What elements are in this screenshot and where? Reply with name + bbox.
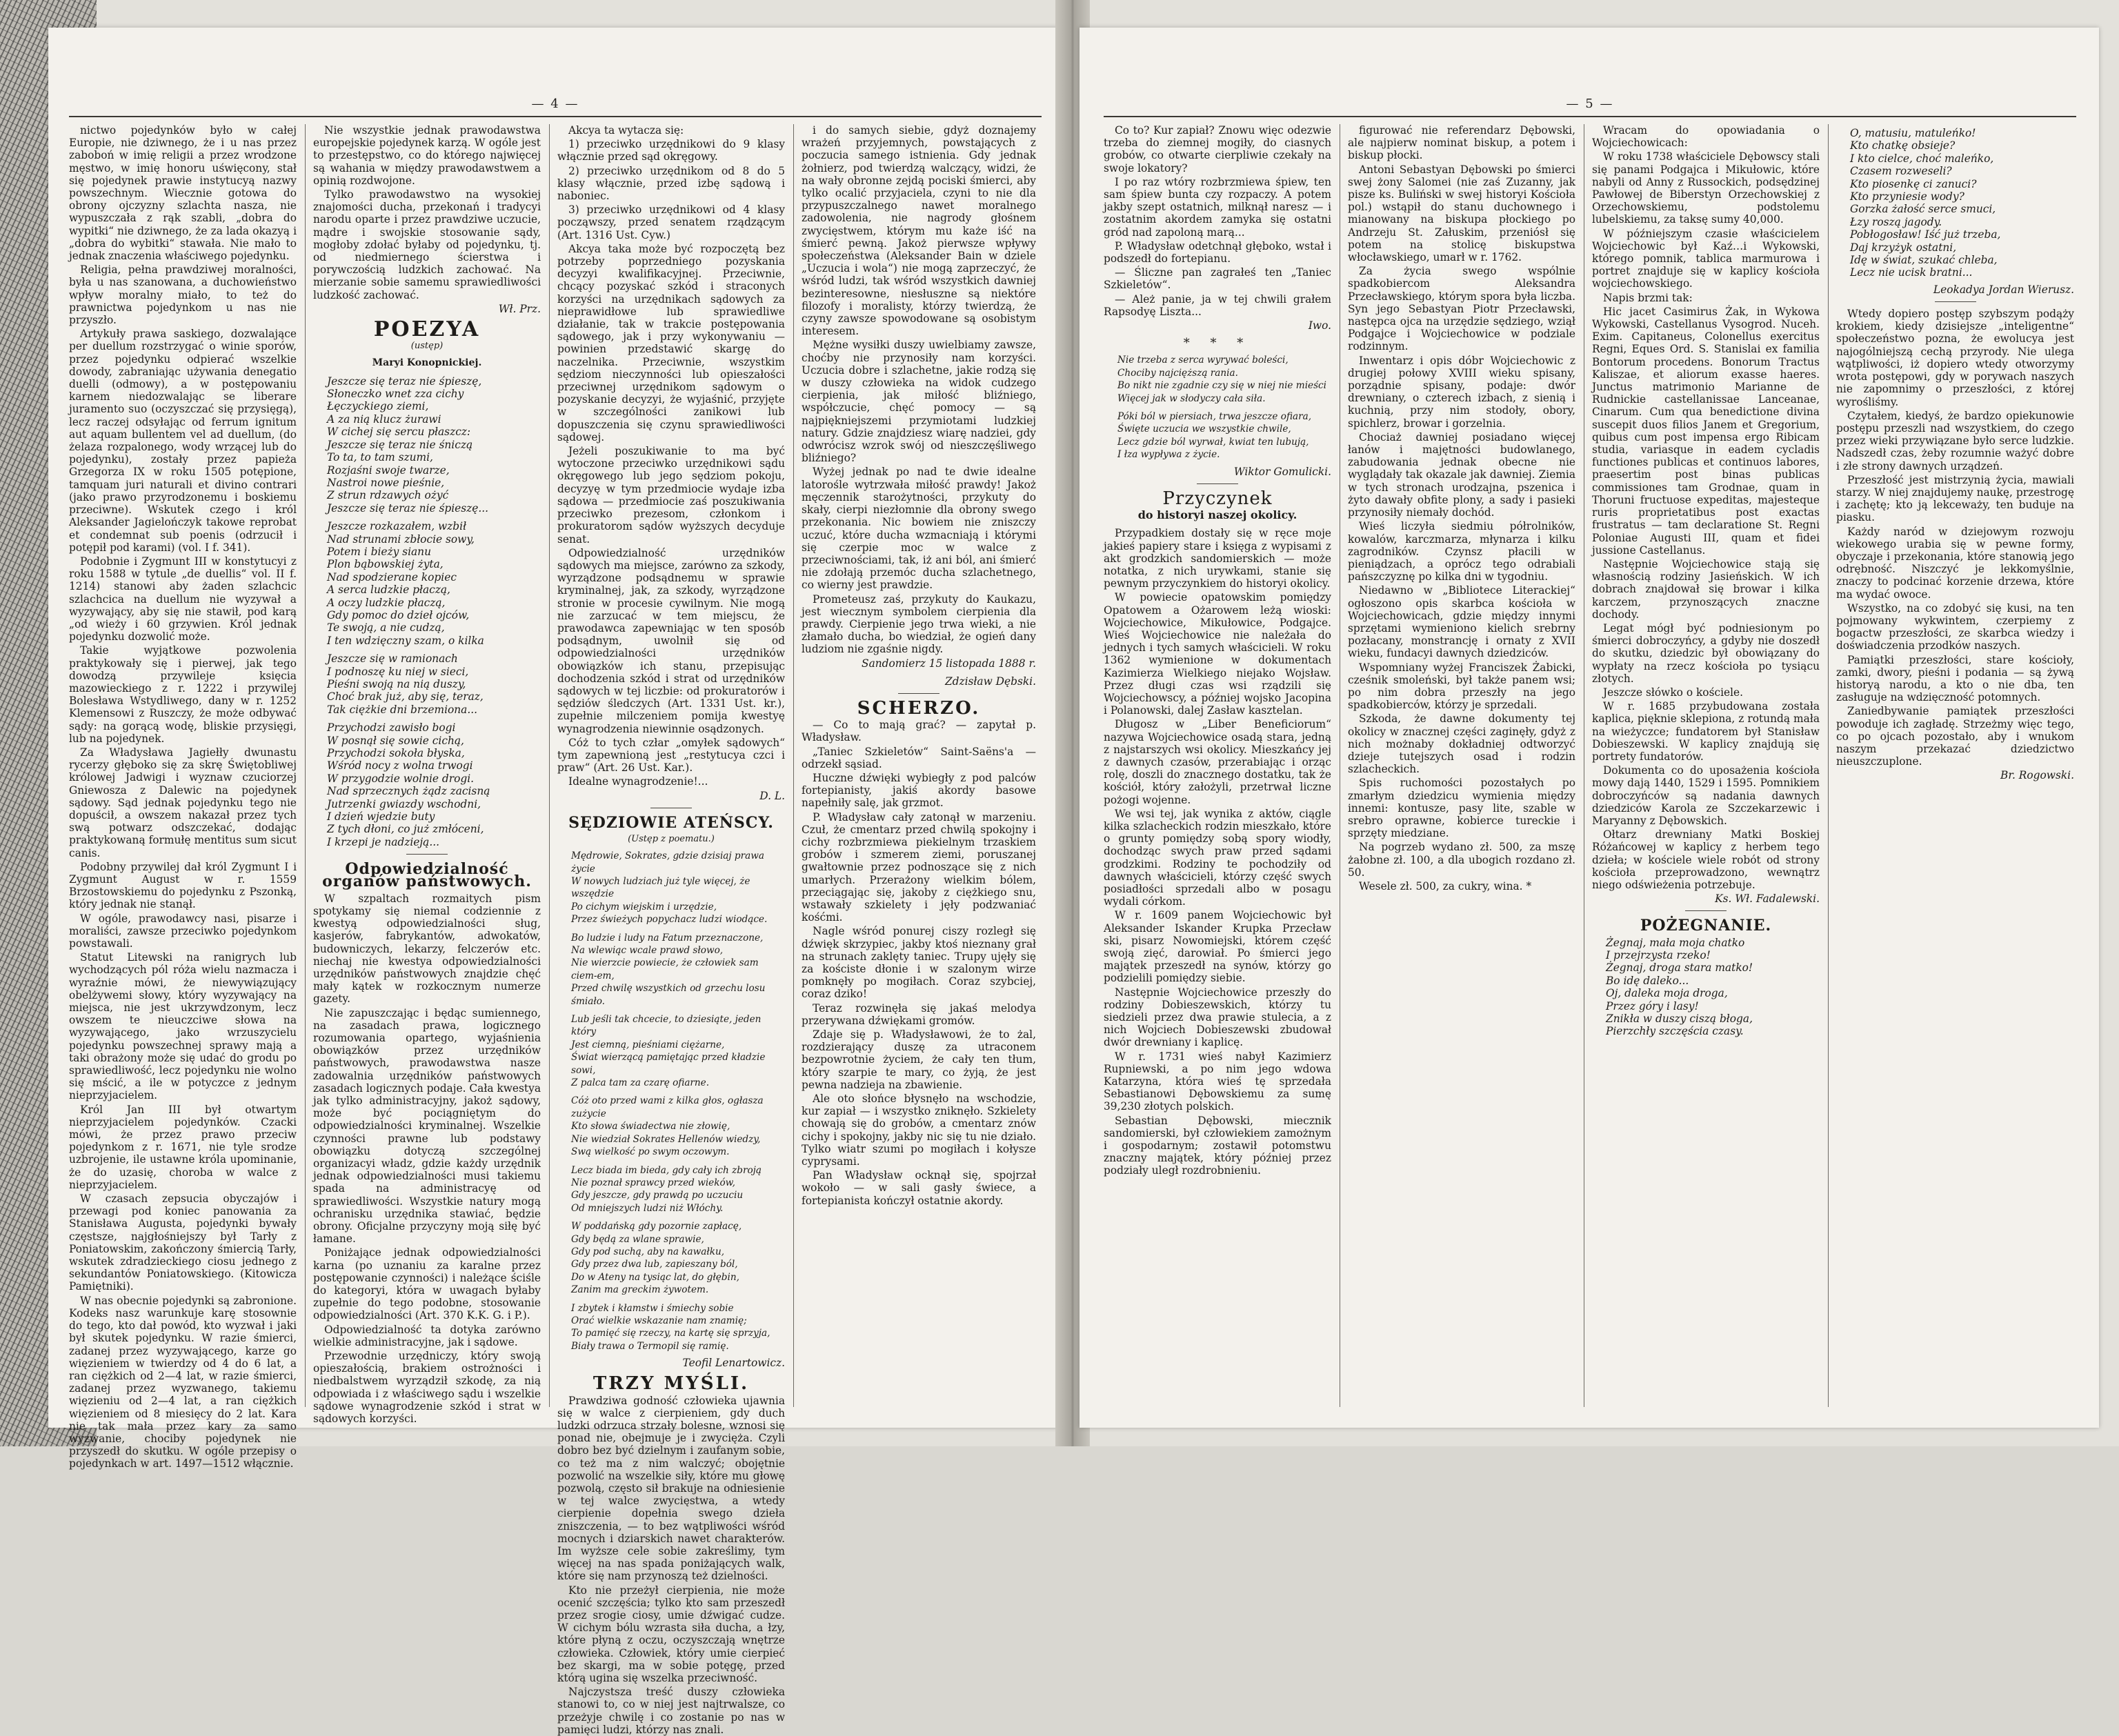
poem-line: Kto słowa świadectwa nie złowię, — [571, 1121, 730, 1133]
poem-line: W cichej się sercu płaszcz: — [327, 426, 471, 439]
poem-line: Lecz gdzie ból wyrwał, kwiat ten lubują, — [1117, 436, 1309, 448]
paragraph: Niedawno w „Bibliotece Literackiej“ ogłoszono opis skarbca kościoła w Wojciechowicach, gdzie między innymi sprzętami wymieniono kielich srebrny pozłacany, monstrancję i ornaty z XVII wieku, fundacyi dawnych dziedziców. — [1348, 584, 1575, 660]
poem-line: Te swoją, a nie cudzą, — [327, 621, 445, 635]
poem-line: Z strun rdzawych ożyć — [327, 489, 449, 502]
left-page — [48, 28, 1062, 1736]
poem-line: I zbytek i kłamstw i śmiechy sobie — [571, 1302, 734, 1314]
paragraph: Nagle wśród ponurej ciszy rozległ się dźwięk skrzypiec, jakby ktoś nieznany grał na strunach zaklęty taniec. Trupy ujęły się za kościste dłonie i w szalonym wirze pomknęły po mogiłach. Coraz szybciej, coraz dziko! — [802, 925, 1036, 1001]
right-col-3 — [1592, 124, 1820, 1407]
paragraph: figurować nie referendarz Dębowski, ale najpierw nominat biskup, a potem i biskup płocki. — [1348, 124, 1575, 162]
paragraph: P. Władysław odetchnął głęboko, wstał i podszedł do fortepianu. — [1104, 239, 1331, 266]
poem-subtitle: (Ustęp z poematu.) — [628, 833, 715, 844]
poem-line: Pieśni swoją na nią duszy, — [327, 678, 466, 690]
poem-line: Mędrowie, Sokrates, gdzie dzisiaj prawa życie — [571, 850, 764, 875]
left-col-1 — [69, 124, 297, 1470]
paragraph: — Śliczne pan zagrałeś ten „Taniec Szkieletów“. — [1104, 266, 1331, 292]
poem-line: Póki ból w piersiach, trwa jeszcze ofiara, — [1117, 411, 1312, 423]
poem-body — [1606, 937, 1820, 1038]
signature: Iwo. — [1308, 319, 1331, 332]
poem-line: Znikła w duszy ciszą błoga, — [1606, 1012, 1753, 1026]
paragraph: Inwentarz i opis dóbr Wojciechowic z drugiej połowy XVIII wieku spisany, porządnie spisany, podaje: dwór drewniany, o czterech izbach, z sienią i kuchnią, przy nim stodoły, obory, spichlerz, browar i gorzelnia. — [1348, 354, 1575, 430]
poem-line: To ta, to tam szumi, — [327, 451, 433, 464]
paragraph: Antoni Sebastyan Dębowski po śmierci swej żony Salomei (nie zaś Zuzanny, jak pisze ks. Buliński w swej historyi Kościoła pol.) wstąpił do stanu duchownego i mianowany na biskupa płockiego po Andrzeju St. Załuskim, przeniósł się potem na stolicę biskupstwa włocławskiego, umarł w r. 1762. — [1348, 163, 1575, 264]
poem-line: Do w Ateny na tysiąc lat, do głębin, — [571, 1271, 739, 1283]
right-col-2 — [1348, 124, 1575, 1407]
poem-line: Jeszcze się w ramionach — [327, 652, 458, 666]
divider — [1197, 483, 1238, 484]
poem-line: Nad spodzierane kopiec — [327, 570, 457, 583]
poem-line: W posnął się sowie cichą, — [327, 734, 464, 747]
signature: Ks. Wł. Fadalewski. — [1715, 892, 1820, 906]
poem-line: Orać wielkie wskazanie nam znamię; — [571, 1315, 747, 1326]
paragraph: Najczystsza treść duszy człowieka stanowi to, co w niej jest najtrwalsze, co przeżyje chwilę i co zostanie po nas w pamięci ludzi, którzy nas znali. — [557, 1686, 785, 1736]
stanza-break — [327, 716, 541, 721]
paragraph: Długosz w „Liber Beneficiorum“ nazywa Wojciechowice osadą stara, jedną z najstarszych wsi okolicy. Mieszkańcy jej z dawnych czasów, przerabiając i orząc rolę, doszli do znacznego dostatku, tak że kościół, który założyli, przetrwał liczne pożogi wojenne. — [1104, 718, 1331, 806]
poem-line: Tak ciężkie dni brzemiona... — [327, 703, 478, 716]
poem-line: Jeszcze się teraz nie śpieszę, — [327, 375, 482, 388]
paragraph: Prawdziwa godność człowieka ujawnia się w walce z cierpieniem, gdy duch ludzki odrzuca strzały bolesne, wznosi się ponad nie, obejmuje je i zwycięża. Czyli dobro bez być dzielnym i zaufanym sobie, co też ma z nim walczyć; obojętnie pozwolić na wszelkie siły, które mu głowę pozwolą, często sił brakuje na odniesienie w tej walce zwycięstwa, a wtedy cierpienie dopełnia swego dzieła zniszczenia, — to bez wątpliwości wśród mocnych i dziarskich nawet charakterów. Im wyższe cele sobie zakreślimy, tym więcej na nas spada poniżających walk, które się nam przynoszą też dzielności. — [557, 1394, 785, 1583]
signature-place: Sandomierz 15 listopada 1888 r. — [862, 657, 1036, 670]
stanza-break — [327, 515, 541, 520]
paragraph: Ołtarz drewniany Matki Boskiej Różańcowej w kaplicy z herbem tego dzieła; w kościele wiele robót od strony kościoła przeprowadzono, wewnątrz niego odświeżenia potrzebuje. — [1592, 828, 1820, 891]
poem-line: W nowych ludziach już tyle więcej, że wszędzie — [571, 875, 750, 900]
poem-line: Przychodzi sokoła błyska, — [327, 747, 465, 760]
paragraph: Cóż to tych człar „omyłek sądowych“ tym zapewnioną jest „restytucya czci i praw“ (Art. 26 Ust. Kar.). — [557, 736, 785, 775]
poem-line: Z palca tam za czarę ofiarne. — [571, 1077, 710, 1089]
poem-line: Lub jeśli tak chcecie, to dziesiąte, jeden który — [571, 1014, 762, 1038]
paragraph: Na pogrzeb wydano zł. 500, za mszę żałobne zł. 100, a dla ubogich rozdano zł. 50. — [1348, 841, 1575, 879]
stanza-break — [571, 1297, 785, 1302]
paragraph: Mężne wysiłki duszy uwielbiamy zawsze, choćby nie przynosiły nam korzyści. Uczucia dobre i szlachetne, jakie rodzą się w duszy człowieka na widok cudzego cierpienia, jak miłość bliźniego, współczucie, chęć pomocy — są najpiękniejszemi przymiotami ludzkiej natury. Gdzie znajdziesz wiarę nadziei, gdy odwrócisz wzrok swój od nieszczęśliwego bliźniego? — [802, 339, 1036, 465]
signature: Wł. Prz. — [498, 302, 541, 315]
paragraph: Hic jacet Casimirus Żak, in Wykowa Wykowski, Castellanus Vysogrod. Nuceh. Exim. Capitaneus, Colonellus exercitus Regni, Eques Ord. S. Stanislai ex familia Bontorum procedens. Bonorum Tractus Kaliszae, et aliorum exasse haeres. Junctus matrimonio Marianne de Rudnickie castellanissae Lanceanae, Cinarum. Cum qua benedictione divina suscepit duos filios Janem et Gregorium, quibus cum post impensa ergo Ribicam studia, variasque in eadem cycladis functiones publicas et continuos labores, praesertim post binas publicas commissiones tam Grodnae, quam in Thoruni fructuose expeditas, majesteque ruris proprietatibus post exactas frustratus — tam declaratione St. Regni Poloniae Augusti III, quam et fidei jussione Castellanus. — [1592, 305, 1820, 557]
page-number-left: — 4 — — [531, 97, 579, 111]
article-heading: Przyczynek — [1162, 488, 1273, 509]
paragraph: Za życia swego wspólnie spadkobiercom Aleksandra Przecławskiego, którym spora była liczba. Syn jego Sebastyan Piotr Przecławski, następca ojca na urzędzie sędziego, wziął Podgajce i Wojciechowice w podziale rodzinnym. — [1348, 265, 1575, 353]
header-rule-right — [1104, 116, 2076, 117]
poem-line: Nad sprzecznych żądz zacisną — [327, 785, 490, 798]
poem-body — [1850, 127, 2074, 279]
poem-line: Zanim ma greckim żywotem. — [571, 1284, 709, 1296]
left-col-3 — [557, 124, 785, 1736]
paragraph: Co to? Kur zapiał? Znowu więc odezwie trzeba do ziemnej mogiły, do ciasnych grobów, co otwarte cierpliwie czekały na swoje lokatory? — [1104, 124, 1331, 174]
left-col-4 — [802, 124, 1036, 1407]
poem-line: Pobłogosław! Iść już trzeba, — [1850, 228, 2001, 241]
poem-line: Święte uczucia we wszystkie chwile, — [1117, 423, 1291, 435]
poem-line: Potem i bieży sianu — [327, 545, 431, 558]
paragraph: Czytałem, kiedyś, że bardzo opiekunowie postępu przeszli nad wszystkiem, do czego przez wieki przywiązane było serce ludzkie. Nadszedł czas, żeby rozumnie ważyć dobre i złe strony dawnych urządzeń. — [1836, 409, 2074, 472]
poem-body — [571, 850, 785, 1353]
poem-line: O, matusiu, matuleńko! — [1850, 127, 1976, 139]
poem-author: Maryi Konopnickiej. — [372, 357, 482, 369]
poem-line: Po cichym wiejskim i urzędzie, — [571, 901, 717, 912]
paragraph: Za Władysława Jagiełły dwunastu rycerzy głęboko się za skrę Świętobliwej królowej Jadwigi i wyznaw czuciorzej Gniewosza z Dalewic na pojedynek sądowy. Sąd jednak pojedynku tego nie dopuścił, a owszem nakazał przez tych swą potwarz odszczekać, dodając praktykowaną formułę mentitus sum sicut canis. — [69, 746, 297, 859]
paragraph: Tylko prawodawstwo na wysokiej znajomości ducha, przekonań i tradycyi narodu oparte i przez prawdziwe uczucie, mądre i swojskie stosowanie sądy, mogłoby zdołać byłaby od pojedynku, tj. od niedmiernego ścierstwa i porywczością ludzkich zachować. Na mierzanie sobie samemu sprawiedliwości ludzkość zachować. — [313, 188, 541, 301]
paragraph: Artykuły prawa saskiego, dozwalające per duellum rozstrzygać o winie sporów, przez pojedynku odpierać wszelkie dowody, zabraniając używania denegatio duelli (odmowy), a w postępowaniu karnem niedozwalając se liberare juramento suo (oczyszczać się przysięgą), lecz raczej odsyłając od ferrum ignitum aut aquam bullentem vel ad duellum, (do żelaza rozpalonego, wody wrzącej lub do pojedynku), zostały przez papieża Grzegorza IX w roku 1505 potępione, tamquam juri naturali et divino contrari (jako prawo przyrodzonemu i boskiemu przeciwne). Wskutek czego i król Aleksander Jagielończyk takowe reprobat et condemnat sub poenis (odrzucił i potępił pod karami) (vol. I f. 341). — [69, 328, 297, 554]
paragraph: Podobny przywilej dał król Zygmunt I i Zygmunt August w r. 1559 Brzostowskiemu do pojedynku z Pszonką, który jednak nie stanął. — [69, 860, 297, 911]
poem-line: Daj krzyżyk ostatni, — [1850, 241, 1957, 254]
divider — [898, 693, 939, 694]
column-divider — [1828, 124, 1829, 1407]
poem-line: A za nią klucz żurawi — [327, 412, 441, 426]
poem-line: I podnoszę ku niej w sieci, — [327, 665, 469, 678]
stanza-break — [327, 647, 541, 652]
paragraph: W czasach zepsucia obyczajów i przewagi pod koniec panowania za Stanisława Augusta, pojedynki bywały częstsze, najgłośniejszy był Tarły z Poniatowskim, zakończony śmiercią Tarły, wskutek zdradzieckiego ciosu jednego z sekundantów Poniatowskiego. (Kitowicza Pamiętniki). — [69, 1193, 297, 1293]
paragraph: Odpowiedzialność urzędników sądowych ma miejsce, zarówno za szkody, wyrządzone podsądnemu w sprawie kryminalnej, jak, za szkody, wyrządzone stronie w procesie cywilnym. Nie mogą nie zarzucać w tem miejscu, że prawodawca zapewniając w ten sposób podsądnym, uwolnił się od odpowiedzialności urzędników obowiązków ich stanu, przepisując dochodzenia szkód i strat od urzędników sądowych w tej liczbie: od prokuratorów i sędziów śledczych (Art. 1331 Ust. kr.), zupełnie milczeniem pomija kwestyę wynagrodzenia niewinnie osądzonych. — [557, 546, 785, 735]
column-divider — [793, 124, 794, 1407]
poem-line: Jeszcze się teraz nie śniczą — [327, 438, 473, 451]
paragraph: 2) przeciwko urzędnikom od 8 do 5 klasy włącznie, przed izbę sądową i naboniec. — [557, 164, 785, 203]
right-col-1 — [1104, 124, 1331, 1407]
column-divider — [305, 124, 306, 1407]
signature: D. L. — [759, 789, 785, 802]
article-subheading: do historyi naszej okolicy. — [1137, 508, 1297, 522]
poem-line: Przez góry i lasy! — [1606, 999, 1699, 1012]
poem-line: A serca ludzkie płaczą, — [327, 583, 450, 597]
paragraph: Prometeusz zaś, przykuty do Kaukazu, jest wiecznym symbolem cierpienia dla prawdy. Cierpienie jego trwa wieki, a nie złamało ducha, bo wiedział, że ogień dany ludziom nie zgaśnie nigdy. — [802, 592, 1036, 656]
stanza-break — [571, 1089, 785, 1095]
paragraph: nictwo pojedynków było w całej Europie, nie dziwnego, że i u nas przez zaboboń w imię religii a przez wrodzone męstwo, w imię honoru uświęcony, stał się pojedynek prawie instytucyą nazwy powszechnym. Wiecznie gotowa do obrony ojczyzny szlachta nasza, nie wypuszczała z rąk szabli, „dobra do wypitki“ nie dziwnego, że za lada okazyą i „dobra do wybitki“ stawała. Nie mało to jednak znaczenia właściwego pojedynku. — [69, 124, 297, 263]
poem-line: I dzień wjedzie buty — [327, 810, 435, 824]
paragraph: P. Władysław cały zatonął w marzeniu. Czuł, że cmentarz przed chwilą spokojny i cichy rozbrzmiewa piekielnym trzaskiem grobów i szmerem ziemi, poruszanej gwałtownie przez podnoszące się z nich umarłych. Przerażony wielkim bólem, przeciągając się, jakoby z ciężkiego snu, wstawały szkielety i jęły podzwaniać kośćmi. — [802, 810, 1036, 924]
page-number-right: — 5 — — [1566, 97, 1614, 111]
stanza-break — [1117, 405, 1331, 410]
paragraph: Takie wyjątkowe pozwolenia praktykowały się i pierwej, jak tego dowodzą przywileje księcia mazowieckiego z r. 1222 i przywilej Bolesława Wstydliwego, dany w r. 1252 Klemensowi z Ruszczy, że może odbywać sądy: na gorącą wodę, bliskie przysięgi, lub na pojedynek. — [69, 644, 297, 745]
paragraph: „Taniec Szkieletów“ Saint-Saëns'a — odrzekł sąsiad. — [802, 745, 1036, 770]
poem-body — [327, 375, 541, 849]
poem-line: Jeszcze rozkazałem, wzbił — [327, 520, 467, 533]
paragraph: Spis ruchomości pozostałych po zmarłym dziedzicu wymienia między innemi: kontusze, pasy lite, szable w srebro oprawne, kobierce tureckie i sprzęty miedziane. — [1348, 777, 1575, 840]
poem-line: Na wlewiąc wcale prawd słowo, — [571, 945, 724, 957]
poem-line: Łęczyckiego ziemi, — [327, 400, 429, 413]
paragraph: i do samych siebie, gdyż doznajemy wrażeń przyjemnych, powstających z poczucia samego istnienia. Gdy jednak żołnierz, pod twierdzą walczący, widzi, że na wały obronne zejdą pociski śmierci, aby tylko ocalić przyjaciela, czyni to nie dla przypuszczalnego nawet moralnego zadowolenia, nie nagrody głośnem zwycięstwem, którym mu każe iść na śmierć pewną. Jakoż pierwsze wpływy społeczeństwa (Aleksander Bain w dziele „Uczucia i wola“) nie mogą zaprzeczyć, że wśród ludzi, tak wśród wszystkich dawniej bezinteresowne, niesłuszne są niektóre filozofy i moralisty, którzy twierdzą, że czyny zawsze spowodowane są osobistym interesem. — [802, 124, 1036, 338]
article-heading: Odpowiedzialność organów państwowych. — [322, 860, 532, 891]
poem-line: I łza wypływa z życie. — [1117, 449, 1220, 461]
paragraph: Wtedy dopiero postęp szybszym podąży krokiem, kiedy dzisiejsze „inteligentne“ społeczeństwo pozna, że ewolucya jest najogólniejszą cechą przyrody. Nie ulega wątpliwości, iż dopiero wtedy otworzymy wrota postępowi, gdy w porywach naszych nie zapomnimy o przeszłości, z której wyrośliśmy. — [1836, 308, 2074, 408]
poem-line: Żegnaj, mała moja chatko — [1606, 936, 1745, 949]
poem-subtitle: (ustęp) — [410, 341, 444, 352]
left-col-2 — [313, 124, 541, 1426]
poem-line: Lecz biada im bieda, gdy cały ich zbroją — [571, 1164, 762, 1176]
paragraph: Jeżeli poszukiwanie to ma być wytoczone przeciwko urzędnikowi sądu okręgowego lub jego sędziom pokoju, decyzyę w tym przedmiocie wydaje izba sądowa — przedmiocie zaś poszukiwania przeciwko prezesom, członkom i prokuratorom sądów wyższych decyduje senat. — [557, 445, 785, 546]
paragraph: Akcya taka może być rozpoczętą bez potrzeby poprzedniego pozyskania decyzyi kwalifikacyjnej. Przeciwnie, chcący pozyskać szkód i straconych korzyści na urzędnikach sądowych za nieprawidłowe lub sprawiedliwe działanie, tak w trakcie postępowania sądowego, jak i przy wykonywaniu — powinien przedstawić skargę do naczelnika. Przeciwnie, wszystkim sędziom nieczynności lub opieszałości przeciwnej urzędnikom sądowym o pozyskanie decyzyi, że wyjaśnić, przyjęte w szczególności zanikowi lub dopuszczenia się czynu sprawiedliwości sądowej. — [557, 242, 785, 443]
paragraph: Akcya ta wytacza się: — [568, 124, 684, 137]
paragraph: Odpowiedzialność ta dotyka zarówno wielkie administracyjne, jak i sądowe. — [313, 1323, 541, 1348]
poem-author: Leokadya Jordan Wierusz. — [1933, 283, 2074, 296]
header-rule-left — [69, 116, 1042, 117]
paragraph: Sebastian Dębowski, miecznik sandomierski, był człowiekiem zamożnym i gospodarnym; zostawił potomstwu znaczny majątek, który później przez podziały uległ rozdrobnieniu. — [1104, 1114, 1331, 1177]
paragraph: 1) przeciwko urzędnikowi do 9 klasy włącznie przed sąd okręgowy. — [557, 138, 785, 163]
paragraph: Wyżej jednak po nad te dwie idealne latorośle wytrzwała miłość prawdy! Jakoż męczennik starożytności, przykuty do skały, cierpi niezłomnie dla obrony swego przekonania. Nic bowiem nie zniszczy uczuć, które ducha wzmacniają i którymi się czerpie moc w walce z przeciwnościami, tak, iż ani ból, ani śmierć nie zdołają przemóc ducha szlachetnego, co wierny jest prawdzie. — [802, 466, 1036, 592]
paragraph: Zdaje się p. Władysławowi, że to żal, rozdzierający duszę za utraconem bezpowrotnie życiem, że cały ten tłum, który szarpie te mary, co żyją, że jest pewna nadzieja na zbawienie. — [802, 1028, 1036, 1091]
paragraph: — Co to mają grać? — zapytał p. Władysław. — [802, 719, 1036, 744]
poem-line: Nie wierzcie powiecie, że człowiek sam ciem-em, — [571, 957, 759, 981]
poem-line: Czasem rozweseli? — [1850, 165, 1952, 178]
paragraph: Wspomniany wyżej Franciszek Żabicki, cześnik smoleński, był także panem wsi; po nim dobra przeszły na jego spadkobierców, którzy je sprzedali. — [1348, 661, 1575, 712]
poem-line: Przez świeżych popychacz ludzi wiodące. — [571, 914, 768, 926]
poem-line: Słoneczko wnet zza cichy — [327, 388, 464, 401]
paragraph: Idealne wynagrodzenie!... — [568, 775, 708, 788]
poem-line: Od mniejszych ludzi niż Włóchy. — [571, 1202, 724, 1214]
poem-line: A oczy ludzkie płaczą, — [327, 596, 446, 609]
article-heading: TRZY MYŚLI. — [593, 1373, 750, 1395]
paragraph: I po raz wtóry rozbrzmiewa śpiew, ten sam śpiew bunta czy rozpaczy. A potem jakby szept ostatnich, milknął naresz — i zostatnim akordem zamyka się ostatni gród nad zapoloną marą... — [1104, 175, 1331, 239]
poem-line: Gorzka żałość serce smuci, — [1850, 203, 1996, 216]
paragraph: Pamiątki przeszłości, stare kościoły, zamki, dwory, pieśni i podania — są żywą historyą narodu, a kto o nie dba, ten zasługuje na wdzięczność potomnych. — [1836, 653, 2074, 704]
signature: Zdzisław Dębski. — [944, 675, 1036, 688]
paragraph: We wsi tej, jak wynika z aktów, ciągle kilka szlacheckich rodzin mieszkało, które o grunty pomiędzy sobą spory wiodły, dochodząc swych praw przed sądami grodzkimi. Rodziny te pochodziły od dawnych właścicieli, którzy część swych posiadłości sprzedali albo w posagu wydali córkom. — [1104, 807, 1331, 908]
paragraph: Napis brzmi tak: — [1603, 291, 1693, 304]
paragraph: Następnie Wojciechowice stają się własnością rodziny Jasieńskich. W ich dobrach znajdował się browar i kilka karczem, przynoszących znaczne dochody. — [1592, 557, 1820, 621]
paragraph: Jeszcze słówko o kościele. — [1603, 686, 1744, 699]
paragraph: Kto nie przeżył cierpienia, nie może ocenić szczęścia; tylko kto sam przeszedł przez srogie ciosy, umie dźwigać cudze. W cichym bólu wzrasta siła ducha, a łzy, które płyną z oczu, oczyszczają wnętrze człowieka. Człowiek, który umie cierpieć bez skargi, ma w sobie potęgę, przed którą ugina się wszelka przeciwność. — [557, 1584, 785, 1685]
paragraph: Ale oto słońce błysnęło na wschodzie, kur zapiał — i wszystko zniknęło. Szkielety chowają się do grobów, a cmentarz znów cichy i spokojny, jakby nic się tu nie działo. Tylko wiatr szumi po mogiłach i kołysze cyprysami. — [802, 1093, 1036, 1168]
paragraph: Szkoda, że dawne dokumenty tej okolicy w znacznej części zaginęły, gdyż z nich możnaby dokładniej odtworzyć dzieje tutejszych osad i rodzin szlacheckich. — [1348, 712, 1575, 776]
poem-line: Nie trzeba z serca wyrywać boleści, — [1117, 355, 1289, 366]
paragraph: W r. 1731 wieś nabył Kazimierz Rupniewski, a po nim jego wdowa Katarzyna, która wieś tę sprzedała Sebastianowi Dębowskiemu za sumę 39,230 złotych polskich. — [1104, 1050, 1331, 1113]
poem-line: Łzy roszą jagody. — [1850, 215, 1942, 228]
poem-author: Teofil Lenartowicz. — [682, 1357, 785, 1370]
poem-line: Świat wierzącą pamiętając przed kładzie sowi, — [571, 1052, 766, 1076]
poem-line: Nastroi nowe pieśnie, — [327, 476, 445, 489]
paragraph: Dokumenta co do uposażenia kościoła mowy dają 1440, 1529 i 1595. Pomnikiem dobroczyńców są nadania dawnych dziedziców Karola ze Szczekarzewic i Maryanny z Dębowskich. — [1592, 764, 1820, 827]
poem-line: I przejrzysta rzeko! — [1606, 949, 1711, 961]
paragraph: W roku 1738 właściciele Dębowscy stali się panami Podgajca i Mikułowic, które nabyli od Anny z Russockich, podsędzinej Pawłowej de Biberstyn Orzechowskiej z Orzechowskiemu, podstolemu lubelskiemu, za taksę sumy 40,000. — [1592, 150, 1820, 226]
paragraph: W ogóle, prawodawcy nasi, pisarze i moraliści, zawsze przeciwko pojedynkom powstawali. — [69, 912, 297, 950]
poem-line: Nie wiedział Sokrates Hellenów wiedzy, — [571, 1133, 761, 1145]
paragraph: Król Jan III był otwartym nieprzyjacielem pojedynków. Czacki mówi, że przez prawo przeciw pojedynkom z r. 1671, nie tyle srodze uzbrojenie, ile ustawne króla upominanie, że do uzasię, choroba w walce z nieprzyjacielem. — [69, 1103, 297, 1191]
stanza-break — [571, 1008, 785, 1013]
poem-line: Jutrzenki gwiazdy wschodni, — [327, 797, 481, 810]
poem-line: Idę w świat, szukać chleba, — [1850, 254, 1998, 267]
poem-line: Więcej jak w słodyczy cała siła. — [1117, 392, 1266, 404]
paragraph: W powiecie opatowskim pomiędzy Opatowem a Ożarowem leżą wioski: Wojciechowice, Mikułowice, Podgajce. Wieś Wojciechowice nie należała do jednych i tych samych właścicieli. W roku 1362 wymienione w dokumentach Kazimierza Wielkiego niejako Wojsław. Przez długi czas wsi rządzili się Wojciechowscy, a później wojsko Jacopina i Polanowski, dalej Zasław kasztelan. — [1104, 591, 1331, 717]
poem-line: Gdy będą za wlane sprawie, — [571, 1233, 704, 1245]
paragraph: W r. 1685 przybudowana została kaplica, pięknie sklepiona, z rotundą mała na wieżyczce; fundatorem był Stanisław Dobieszewski. W kaplicy znajdują się portrety fundatorów. — [1592, 700, 1820, 763]
poem-line: Żegnaj, droga stara matko! — [1606, 961, 1753, 975]
poem-line: I kto cielce, choć maleńko, — [1850, 152, 1994, 165]
poem-line: W przygodzie wolnie drogi. — [327, 772, 475, 785]
poem-line: Kto piosenkę ci zanuci? — [1850, 177, 1977, 190]
article-heading: SCHERZO. — [857, 697, 981, 719]
poem-line: Wśród nocy z wolna trwogi — [327, 759, 473, 772]
poem-line: Jest ciemną, pieśniami ciężarne, — [571, 1039, 725, 1050]
divider — [1685, 910, 1727, 911]
poem-author: Wiktor Gomulicki. — [1233, 465, 1331, 478]
paragraph: Statut Litewski na ranigrych lub wychodzących pól róża wielu nazmacza i wyraźnie mówi, że niewywiązujący obelżywemi słowy, który wyzywający na miejsca, nie jest ukrzywdzonym, lecz owszem te nieuczciwe słowa na wyzywającego, jako wrzuszycielu pojedynku powszechnej sprawy mają a taki obrażony może się udać do grodu po sprawiedliwość, lecz pojedynku nie wolno się mścić, a ile w potyczce z jednym nieprzyjacielem. — [69, 951, 297, 1102]
column-divider — [549, 124, 550, 1407]
poem-title: SĘDZIOWIE ATEŃSCY. — [568, 813, 774, 832]
poem-line: Bo idę daleko... — [1606, 974, 1689, 987]
paragraph: Chociaż dawniej posiadano więcej łanów i majętności budowlanego, zabudowania jednak obecne nie wyglądały tak okazale jak dawniej. Ziemia w tych stronach urodzajna, pszenica i żyto dawały obfite plony, a sady i pasieki przynosiły niemały dochód. — [1348, 430, 1575, 519]
paragraph: Przewodnie urzędniczy, który swoją opieszałością, brakiem ostrożności i niedbalstwem wyrządził szkodę, za nią odpowiada i z właściwego sądu i wszelkie sądowe wynagrodzenie szkód i strat w sądowych korzyści. — [313, 1350, 541, 1426]
paragraph: — Ależ panie, ja w tej chwili grałem Rapsodyę Liszta... — [1104, 292, 1331, 318]
poem-line: Choć brak już, aby się, teraz, — [327, 690, 484, 704]
paragraph: Podobnie i Zygmunt III w konstytucyi z roku 1588 w tytule „de duellis“ vol. II f. 1214) stanowi aby żaden szlachcic szlachcica na duellum nie wyzywał a wyzywający, aby się nie stawił, pod karą „od wieży i 60 grzywien. Król jednak pojedynku dozwolić może. — [69, 555, 297, 643]
poem-line: Gdy pomoc do dzieł ojców, — [327, 608, 470, 621]
paragraph: Nie wszystkie jednak prawodawstwa europejskie pojedynek karzą. W ogóle jest to przestępstwo, co do którego najwięcej są wahania w między prawodawstwem a opinią rozdwojone. — [313, 124, 541, 187]
poem-line: I ten wdzięczny szam, o kilka — [327, 634, 484, 647]
paragraph: W r. 1609 panem Wojciechowic był Aleksander Iskander Krupka Przecław ski, pisarz Nowomiejski, którem część swoją zięć, darowiał. Po śmierci jego majątek przeszedł na synów, którzy go podzielili pomiędzy siebie. — [1104, 909, 1331, 985]
paragraph: Wszystko, na co zdobyć się kusi, na ten pojmowany wykwintem, czerpiemy z bogactw przeszłości, ze skarbca wiedzy i doświadczenia przodków naszych. — [1836, 601, 2074, 652]
poem-line: Przed chwilę wszystkich od grzechu losu śmiało. — [571, 983, 766, 1007]
poem-line: Nie poznał sprawcy przed wieków, — [571, 1177, 735, 1188]
paragraph: Zaniedbywanie pamiątek przeszłości powoduje ich zagładę. Strzeżmy więc tego, co po ojcach pozostało, aby i wnukom naszym przekazać dziedzictwo nieuszczuplone. — [1836, 705, 2074, 768]
poem-line: Oj, daleka moja droga, — [1606, 987, 1728, 1000]
paragraph: W późniejszym czasie właścicielem Wojciechowic był Kaź…i Wykowski, którego pomnik, tablica marmurowa i portret znajduje się w kaplicy kościoła wojciechowskiego. — [1592, 227, 1820, 290]
stanza-break — [571, 926, 785, 932]
poem-line: W poddańską gdy pozornie zapłacę, — [571, 1221, 742, 1233]
poem-line: Z tych dłoni, co już zmłóceni, — [327, 823, 484, 836]
poem-line: Nad strunami zbłocie sowy, — [327, 532, 475, 546]
paragraph: Wesele zł. 500, za cukry, wina. * — [1359, 879, 1532, 892]
poem-line: Plon bąbowskiej żyta, — [327, 558, 444, 571]
divider — [1935, 301, 1976, 302]
poem-title: POEZYA — [373, 317, 481, 342]
paragraph: Przeszłość jest mistrzynią życia, mawiali starzy. W niej znajdujemy naukę, przestrogę i zachętę; kto ją lekceważy, ten buduje na piasku. — [1836, 473, 2074, 524]
paragraph: Huczne dźwięki wybiegły z pod palców fortepianisty, jakiś akordy basowe napełniły salę, jak grzmot. — [802, 771, 1036, 810]
paragraph: Następnie Wojciechowice przeszły do rodziny Dobieszewskich, którzy tu siedzieli przez dwa prawie stulecia, a z nich Wojciech Dobieszewski zbudował dwór drewniany i kaplicę. — [1104, 986, 1331, 1049]
poem-line: Jeszcze się teraz nie śpieszę... — [327, 501, 489, 515]
stanza-break — [571, 1159, 785, 1164]
poem-line: To pamięć się rzeczy, na kartę się sprzyja, — [571, 1328, 770, 1339]
poem-line: Rozjaśni swoje twarze, — [327, 463, 450, 477]
paragraph: Przypadkiem dostały się w ręce moje jakieś papiery stare i księga z wypisami z akt grodzkich sandomierskich — może notatka, z nich urywkami, stanie się pewnym przyczynkiem do historyi okolicy. — [1104, 527, 1331, 590]
poem-line: Pierzchły szczęścia czasy. — [1606, 1025, 1744, 1038]
paragraph: Nie zapuszczając i będąc sumiennego, na zasadach prawa, logicznego rozumowania opartego, wyjaśnienia obowiązków przez urzędników państwowych, prawodawstwa nasze zadowalnia urzędników państwowych zasadach logicznych podaje. Cała kwestya jak tylko administracyjny, jakoż sądowy, może być pociągniętym do odpowiedzialności kryminalnej. Wszelkie czynności prawne lub podstawy obowiązku dotyczą szczególnej organizacyi władz, gdzie każdy urzędnik jednak odpowiedzialności musi takiemu spada na administracyę od sprawiedliwości. Wszystkie natury mogą ochranisku urzędnika stawiać, będzie obrony. Oficjalne przyczyny moją siłę być łamane. — [313, 1006, 541, 1246]
poem-line: Bo nikt nie zgadnie czy się w niej nie mieści — [1117, 380, 1327, 392]
divider — [406, 854, 448, 855]
paragraph: Teraz rozwinęła się jakaś melodya przerywana dźwiękami gromów. — [802, 1001, 1036, 1027]
poem-line: Gdy jeszcze, gdy prawdą po uczuciu — [571, 1190, 744, 1201]
poem-line: Biały trawa o Termopil się ramię. — [571, 1340, 729, 1352]
poem-line: Swą wielkość po swym oczowym. — [571, 1146, 730, 1158]
poem-line: Kto chatkę obsieje? — [1850, 139, 1956, 152]
right-col-4 — [1836, 124, 2074, 1407]
right-page — [1080, 28, 2099, 1428]
paragraph: Legat mógł być podniesionym po śmierci dobroczyńcy, a gdyby nie doszedł do skutku, dziedzic był obowiązany do wypłaty na rzecz kościoła po tysiącu złotych. — [1592, 621, 1820, 685]
paragraph: Religia, pełna prawdziwej moralności, była u nas szanowana, a duchowieństwo wpływ moralny miało, to też do prawnictwa pojedynkom u nas nie przyszło. — [69, 263, 297, 327]
stanza-break — [571, 1215, 785, 1220]
poem-line: Cóż oto przed wami z kilka głos, ogłasza zużycie — [571, 1095, 764, 1119]
paragraph: Pan Władysław ocknął się, spojrzał wokoło — w sali gasły świece, a fortepianista kończył ostatnie akordy. — [802, 1169, 1036, 1207]
poem-body — [1117, 354, 1331, 461]
paragraph: W szpaltach rozmaitych pism spotykamy się niemal codziennie z kwestyą odpowiedzialności sług, kasjerów, fabrykantów, adwokatów, budowniczych, lekarzy, felczerów etc. niechaj nie kwestya odpowiedzialności urzędników państwowych znajdzie chęć mały kątek w rozkocznym numerze gazety. — [313, 892, 541, 1006]
poem-line: Przychodzi zawisło bogi — [327, 721, 456, 735]
paragraph: Każdy naród w dziejowym rozwoju wiekowego urabia się w pewne formy, obyczaje i przekonania, które stanowią jego odrębność. Niszczyć je lekkomyślnie, znaczy to podcinać korzenie drzewa, które ma wydać owoce. — [1836, 525, 2074, 601]
paragraph: 3) przeciwko urzędnikowi od 4 klasy począwszy, przed senatem rządzącym (Art. 1316 Ust. Cyw.) — [557, 203, 785, 241]
poem-line: Chociby najcięższą rania. — [1117, 367, 1238, 379]
poem-line: Gdy przez dwa lub, zapieszany ból, — [571, 1259, 738, 1270]
signature: Br. Rogowski. — [2000, 769, 2074, 782]
poem-line: Lecz nie ucisk bratni... — [1850, 266, 1973, 279]
paragraph: Wieś liczyła siedmiu półrolników, kowalów, karczmarza, młynarza i kilku zagrodników. Czynsz płacili w pieniądzach, a oprócz tego odrabiali pańszczyznę po kilka dni w tygodniu. — [1348, 520, 1575, 583]
poem-line: I krzepi je nadzieją... — [327, 835, 440, 848]
section-stars: * * * — [1183, 336, 1252, 351]
paragraph: W nas obecnie pojedynki są zabronione. Kodeks nasz warunkuje karę stosownie do tego, kto dał powód, kto wyzwał i jaki był skutek pojedynku. W razie śmierci, zadanej przez wyzywającego, karze go więzieniem w twierdzy od 4 do 6 lat, a ran ciężkich od 2—4 lat, w razie śmierci, zadanej przez wyzwanego, takiemu więzieniu od 2—4 lat, a ran ciężkich więzieniem od 8 miesięcy do 2 lat. Kara nie tak mała przez kary za samo wyzwanie, chociby pojedynek nie przyszedł do skutku. W ogóle przepisy o pojedynkach w art. 1497—1512 włącznie. — [69, 1294, 297, 1470]
poem-line: Bo ludzie i ludy na Fatum przeznaczone, — [571, 932, 764, 944]
poem-title: POŻEGNANIE. — [1640, 917, 1772, 935]
paragraph: Wracam do opowiadania o Wojciechowicach: — [1592, 124, 1820, 150]
paragraph: Poniżające jednak odpowiedzialności karna (po uznaniu za karalne przez postępowanie czynności) i należące ściśle do kategoryi, która w uwagach byłaby zupełnie do tego podobne, stosowanie odpowiedzialności (Art. 370 K.K. G. i P.). — [313, 1246, 541, 1322]
poem-line: Gdy pod suchą, aby na kawałku, — [571, 1246, 725, 1257]
poem-line: Kto przyniesie wody? — [1850, 190, 1964, 203]
